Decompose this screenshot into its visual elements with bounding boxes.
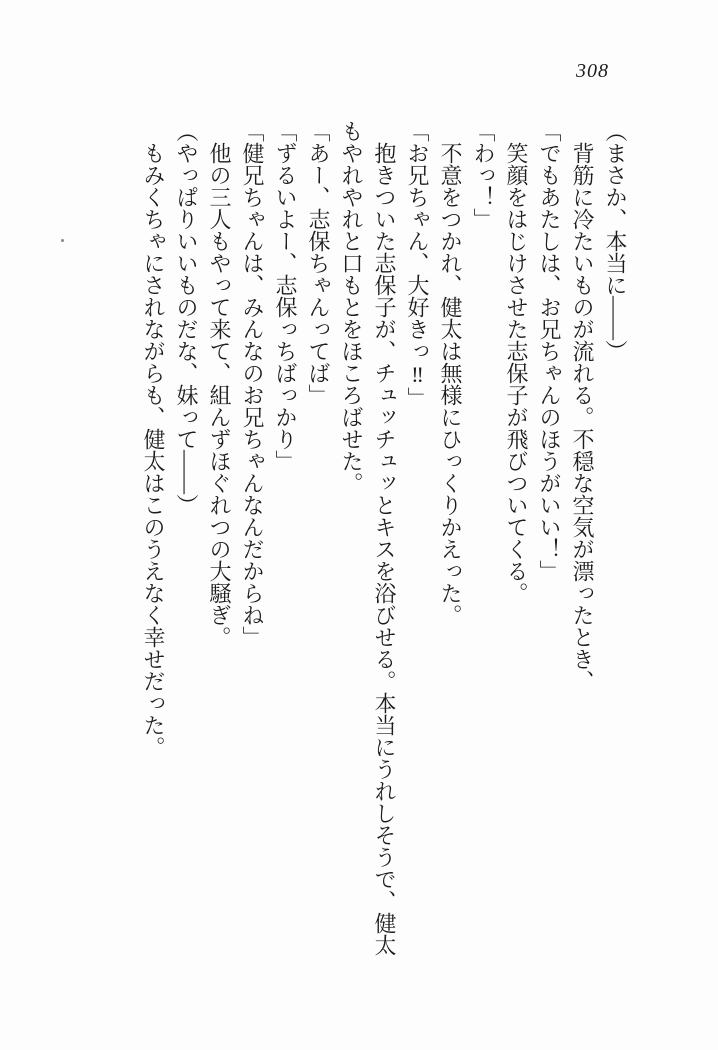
text-line: 他の三人もやって来て、組んずほぐれつの大騒ぎ。	[207, 142, 232, 648]
text-line: 抱きついた志保子が、チュッチュッとキスを浴びせる。本当にうれしそうで、健太	[372, 142, 397, 956]
text-line: もやれやれと口もとをほころばせた。	[339, 120, 364, 494]
vertical-text-block	[137, 120, 632, 972]
text-line: 「でもあたしは、お兄ちゃんのほうがいい！」	[537, 120, 562, 582]
text-line: 「ずるいよー、志保っちばっかり」	[273, 120, 298, 472]
text-line: 不意をつかれ、健太は無様にひっくりかえった。	[438, 142, 463, 626]
text-line: もみくちゃにされながらも、健太はこのうえなく幸せだった。	[141, 142, 166, 758]
text-line: 背筋に冷たいものが流れる。不穏な空気が漂ったとき、	[570, 142, 595, 692]
text-line: （やっぱりいいものだな、妹って——）	[174, 120, 199, 516]
text-line: 笑顔をはじけさせた志保子が飛びついてくる。	[504, 142, 529, 604]
scan-artifact-dot	[61, 239, 64, 242]
text-line: 「健兄ちゃんは、みんなのお兄ちゃんなんだからね」	[240, 120, 265, 648]
text-line: 「わっ！」	[471, 120, 496, 230]
text-line: 「お兄ちゃん、大好きっ‼」	[405, 120, 430, 409]
text-line: （まさか、本当に——）	[603, 120, 628, 362]
page-number: 308	[576, 60, 609, 82]
text-line: 「あー、志保ちゃんってば」	[306, 120, 331, 406]
